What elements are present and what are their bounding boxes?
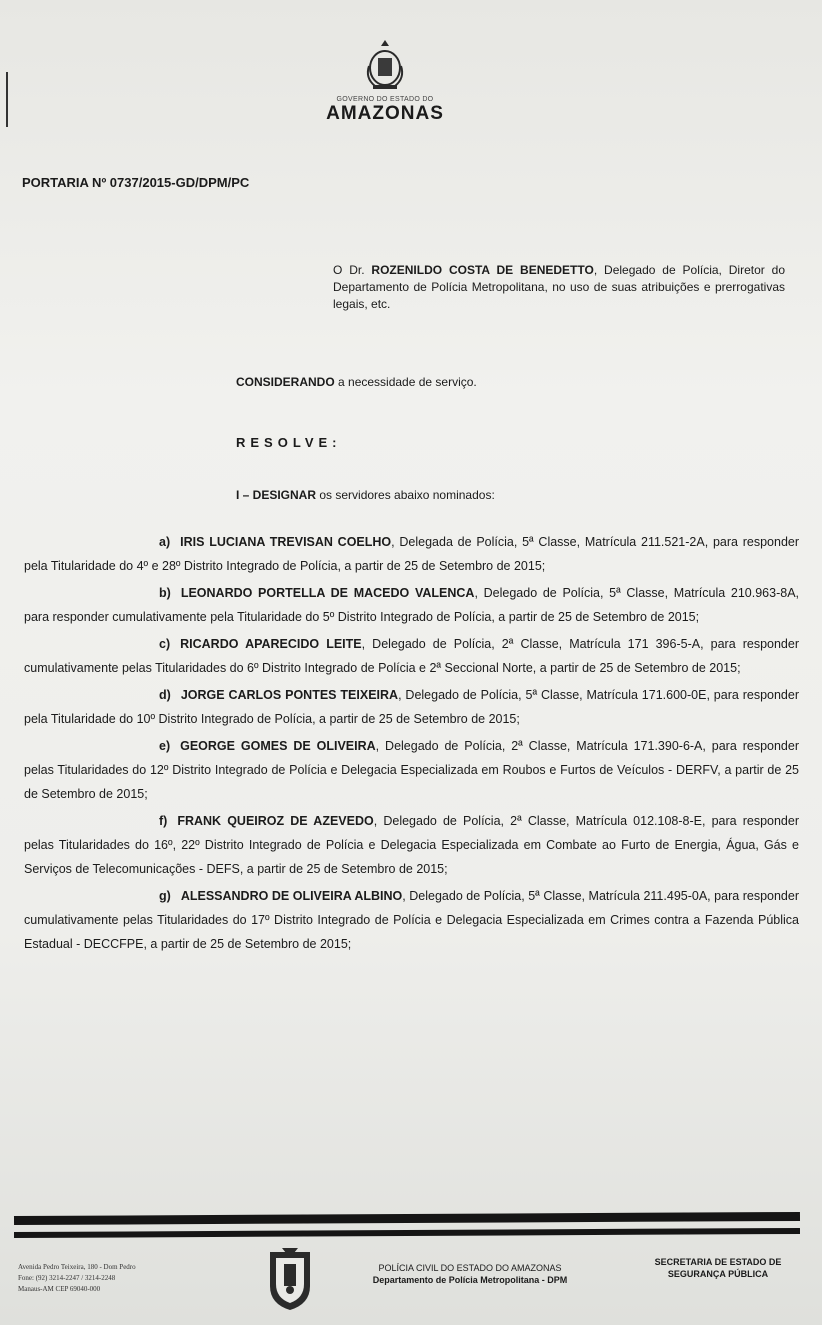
policia-civil-badge-icon xyxy=(262,1246,318,1312)
item-letter: f) xyxy=(159,814,168,828)
institution-name: POLÍCIA CIVIL DO ESTADO DO AMAZONAS xyxy=(378,1263,562,1273)
director-name: ROZENILDO COSTA DE BENEDETTO xyxy=(371,263,594,277)
designation-item-a xyxy=(24,530,799,578)
item-text: , Delegado de Polícia, 2ª Classe, Matrícula 012.108-8-E, para responder pelas Titularidades do 16º, 22º Distrito Integrado de Polícia e Delegacia Especializada em Combate ao Furto de Energia, Água, Gás e Serviços de Telecomunicações - DEFS, a partir de 25 de Setembro de 2015; xyxy=(24,814,799,876)
footer-secretariat xyxy=(628,1256,808,1280)
letterhead xyxy=(300,38,470,125)
designation-item-d xyxy=(24,683,799,731)
footer-address xyxy=(18,1262,136,1295)
state-coat-of-arms-icon xyxy=(363,38,407,94)
item-letter: d) xyxy=(159,688,171,702)
designar-label: I – DESIGNAR xyxy=(236,488,317,502)
officer-name: RICARDO APARECIDO LEITE xyxy=(180,637,362,651)
preamble xyxy=(333,262,785,313)
officer-name: IRIS LUCIANA TREVISAN COELHO xyxy=(180,535,392,549)
considerando-text: a necessidade de serviço. xyxy=(334,375,477,389)
margin-pen-mark xyxy=(6,72,8,127)
designation-list xyxy=(24,530,799,959)
footer-divider-thick xyxy=(14,1212,800,1225)
footer-institution xyxy=(345,1262,595,1286)
officer-name: LEONARDO PORTELLA DE MACEDO VALENCA xyxy=(180,586,475,600)
item-text: , Delegado de Polícia, 2ª Classe, Matrícula 171 396-5-A, para responder cumulativamente pelas Titularidades do 6º Distrito Integrado de Polícia e 2ª Seccional Norte, a partir de 25 de Setembro de 2015; xyxy=(24,637,799,675)
secretariat-line: SEGURANÇA PÚBLICA xyxy=(667,1269,769,1279)
designation-item-f xyxy=(24,809,799,881)
designation-item-c xyxy=(24,632,799,680)
item-letter: e) xyxy=(159,739,171,753)
officer-name: ALESSANDRO DE OLIVEIRA ALBINO xyxy=(180,889,403,903)
designar-clause xyxy=(236,488,495,502)
footer-divider-thin xyxy=(14,1228,800,1238)
item-text: , Delegado de Polícia, 5ª Classe, Matrícula 211.495-0A, para responder cumulativamente pelas Titularidades do 17º Distrito Integrado de Polícia e Delegacia Especializada em Crimes contra a Fazenda Pública Estadual - DECCFPE, a partir de 25 de Setembro de 2015; xyxy=(24,889,799,951)
state-name: AMAZONAS xyxy=(326,103,444,124)
address-line: Manaus-AM CEP 69040-000 xyxy=(18,1285,101,1293)
preamble-text: , Delegado de Polícia, Diretor do Departamento de Polícia Metropolitana, no uso de suas atribuições e prerrogativas legais, etc. xyxy=(333,263,785,311)
item-letter: c) xyxy=(159,637,171,651)
considerando-label: CONSIDERANDO xyxy=(236,375,335,389)
item-text: , Delegado de Polícia, 5ª Classe, Matrícula 210.963-8A, para responder cumulativamente pela Titularidade do 5º Distrito Integrado de Polícia, a partir de 25 de Setembro de 2015; xyxy=(24,586,800,624)
resolve-heading: RESOLVE: xyxy=(236,435,342,450)
officer-name: FRANK QUEIROZ DE AZEVEDO xyxy=(177,814,374,828)
secretariat-line: SECRETARIA DE ESTADO DE xyxy=(654,1257,782,1267)
designation-item-b xyxy=(24,581,799,629)
item-letter: b) xyxy=(159,586,171,600)
designation-item-e xyxy=(24,734,799,806)
item-text: , Delegado de Polícia, 5ª Classe, Matrícula 171.600-0E, para responder pela Titularidade do 10º Distrito Integrado de Polícia, a partir de 25 de Setembro de 2015; xyxy=(24,688,799,726)
officer-name: JORGE CARLOS PONTES TEIXEIRA xyxy=(180,688,399,702)
designar-text: os servidores abaixo nominados: xyxy=(316,488,495,502)
item-text: , Delegada de Polícia, 5ª Classe, Matrícula 211.521-2A, para responder pela Titularidade do 4º e 28º Distrito Integrado de Polícia, a partir de 25 de Setembro de 2015; xyxy=(24,535,800,573)
address-line: Fone: (92) 3214-2247 / 3214-2248 xyxy=(18,1274,116,1282)
portaria-number: PORTARIA Nº 0737/2015-GD/DPM/PC xyxy=(22,175,250,190)
item-text: , Delegado de Polícia, 2ª Classe, Matrícula 171.390-6-A, para responder pelas Titularidades do 12º Distrito Integrado de Polícia e Delegacia Especializada em Roubos e Furtos de Veículos - DERFV, a partir de 25 de Setembro de 2015; xyxy=(24,739,799,801)
government-line: GOVERNO DO ESTADO DO xyxy=(336,96,434,103)
item-letter: g) xyxy=(159,889,171,903)
item-letter: a) xyxy=(159,535,171,549)
designation-item-g xyxy=(24,884,799,956)
address-line: Avenida Pedro Teixeira, 180 - Dom Pedro xyxy=(18,1263,136,1271)
department-name: Departamento de Polícia Metropolitana - DPM xyxy=(372,1275,568,1285)
officer-name: GEORGE GOMES DE OLIVEIRA xyxy=(180,739,376,753)
preamble-prefix: O Dr. xyxy=(333,263,372,277)
considerando xyxy=(236,375,477,389)
